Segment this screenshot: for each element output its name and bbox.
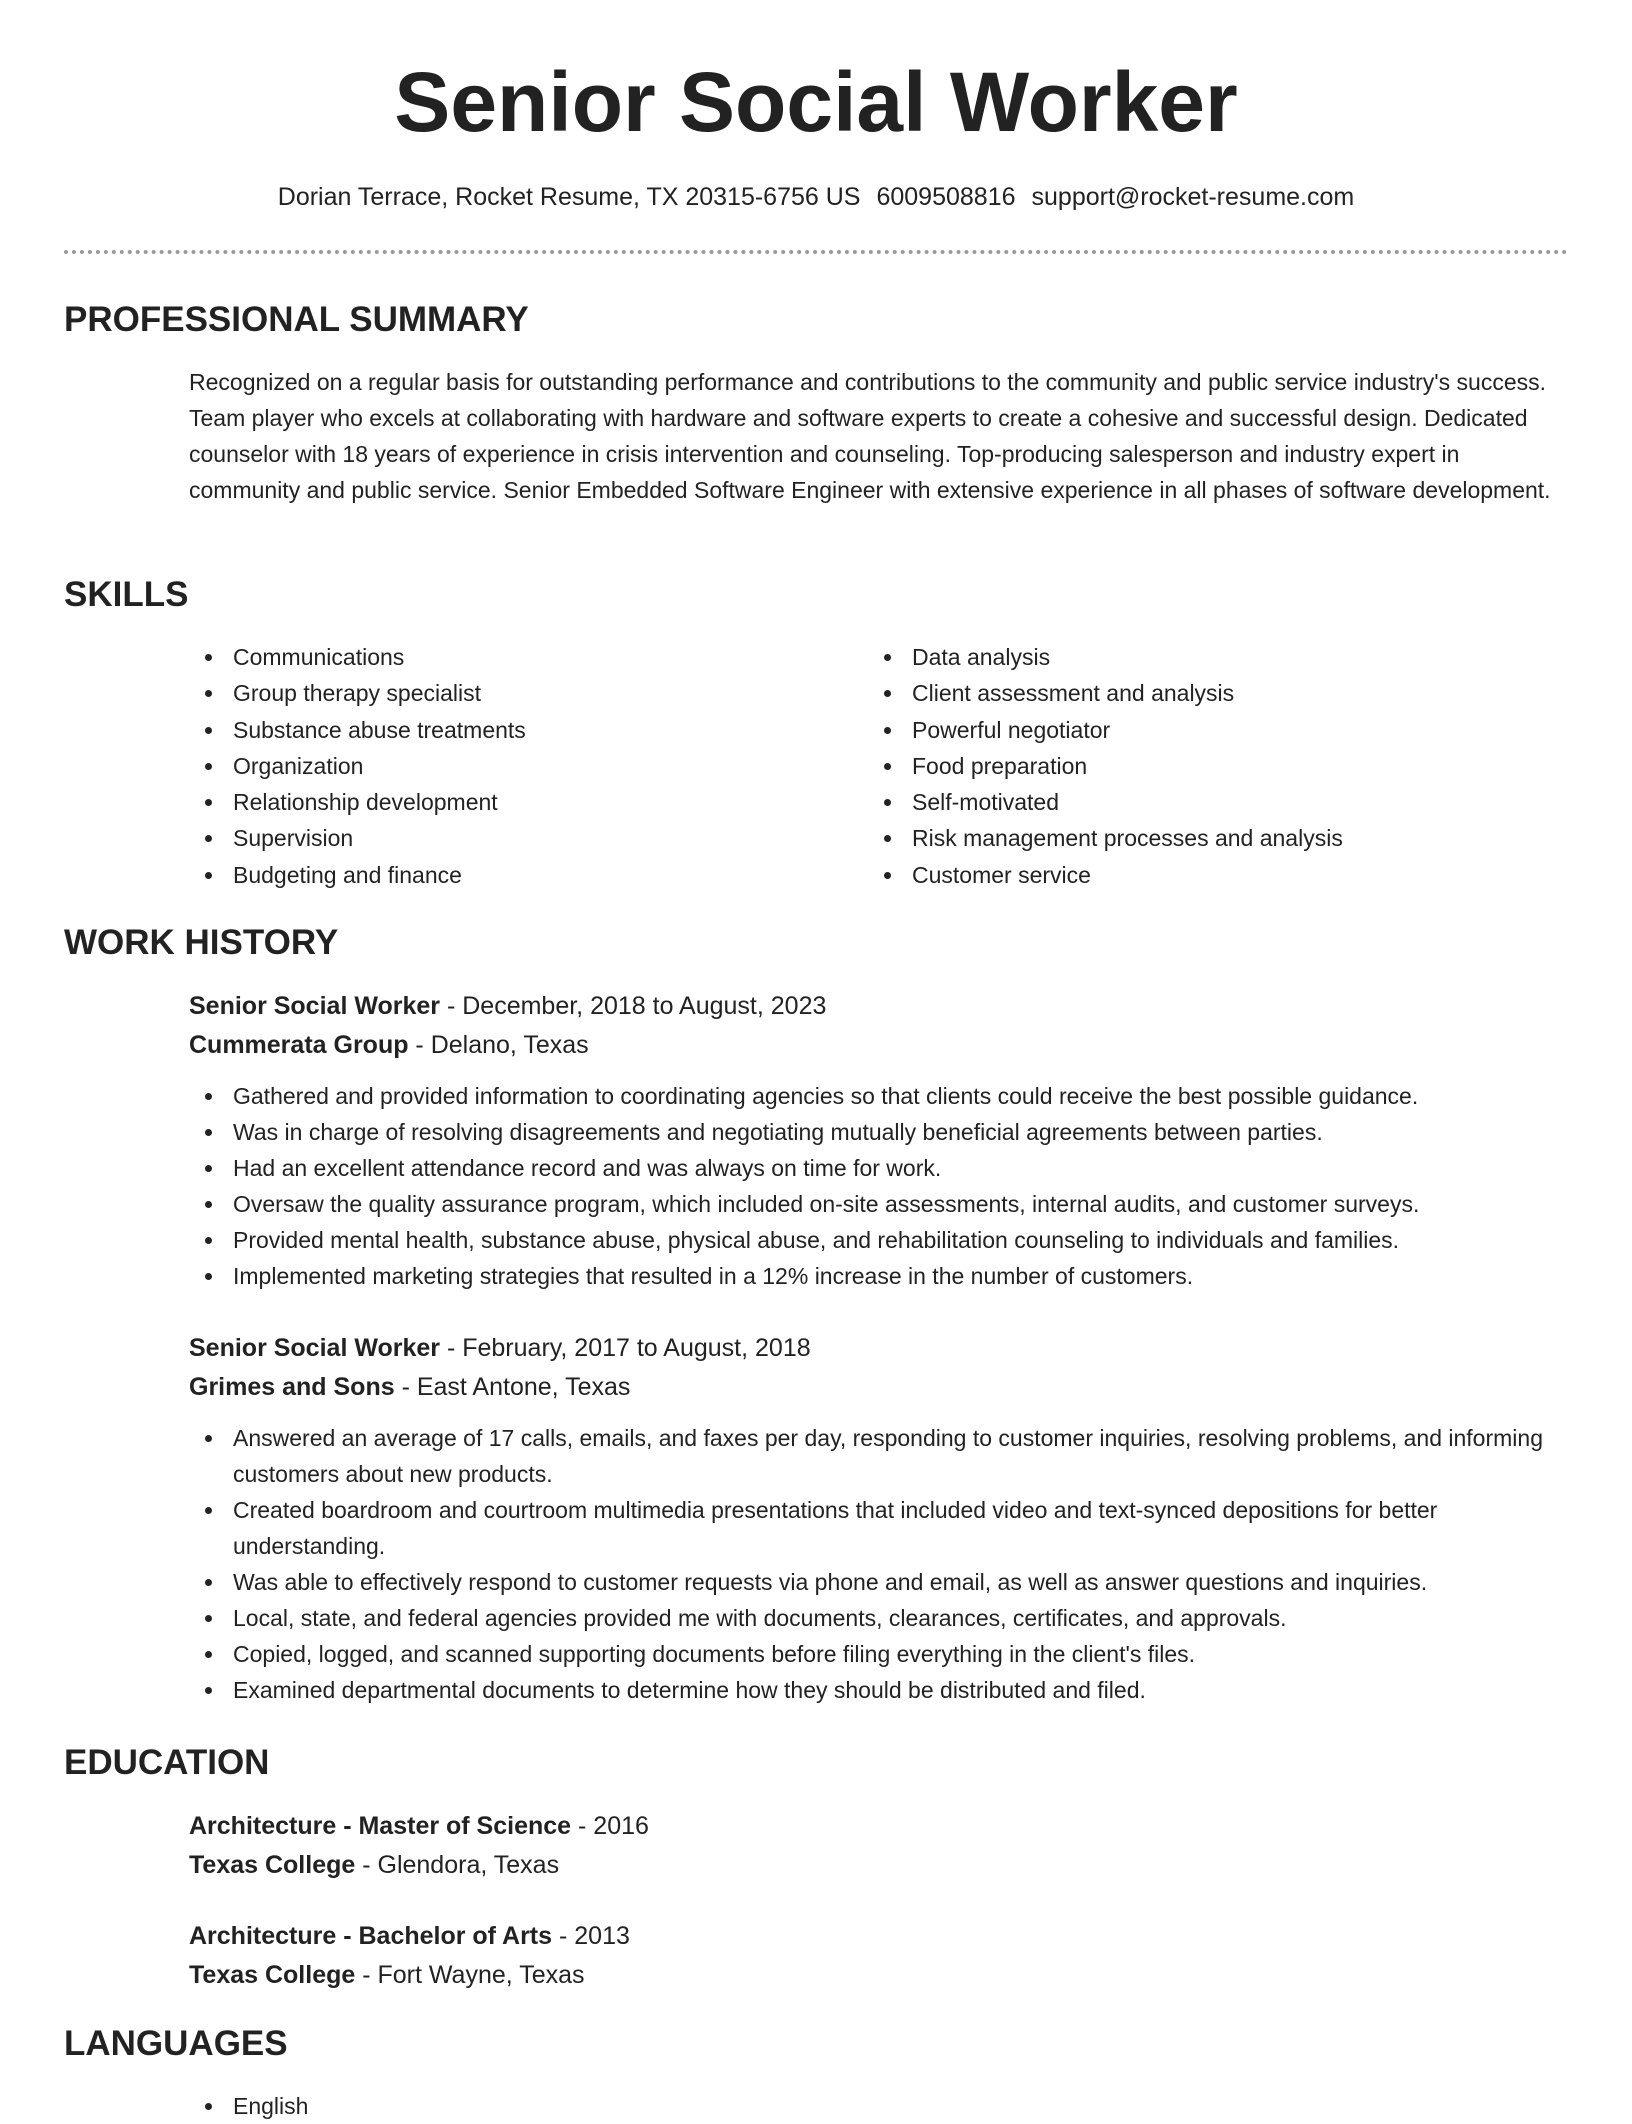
skill-item: Substance abuse treatments — [189, 712, 849, 748]
skill-item: Supervision — [189, 820, 849, 856]
skill-item: Food preparation — [868, 748, 1528, 784]
education-degree: Architecture - Bachelor of Arts — [189, 1922, 553, 1950]
skill-item: Communications — [189, 639, 849, 675]
education-year: - 2013 — [552, 1922, 630, 1950]
education-location: - Glendora, Texas — [355, 1851, 560, 1879]
contact-email: support@rocket-resume.com — [1031, 183, 1355, 211]
education-school: Texas College — [189, 1961, 356, 1989]
job-company-line — [189, 1368, 1569, 1407]
education-degree: Architecture - Master of Science — [189, 1812, 572, 1840]
education-year: - 2016 — [571, 1812, 649, 1840]
education-school-line — [189, 1846, 1569, 1885]
language-item: English — [189, 2088, 1569, 2124]
education-entry — [189, 1807, 1569, 1885]
job-bullets — [189, 1420, 1569, 1708]
job-bullet: Was able to effectively respond to customer requests via phone and email, as well as answer questions and inquiries. — [189, 1564, 1569, 1600]
skill-item: Data analysis — [868, 639, 1528, 675]
skill-item: Risk management processes and analysis — [868, 820, 1528, 856]
skill-item: Powerful negotiator — [868, 712, 1528, 748]
job-bullet: Implemented marketing strategies that resulted in a 12% increase in the number of customers. — [189, 1258, 1569, 1294]
education-entry — [189, 1917, 1569, 1995]
work-history-heading: WORK HISTORY — [64, 923, 339, 962]
skills-column-right — [868, 639, 1528, 893]
contact-line — [64, 180, 1568, 214]
job-dates: - December, 2018 to August, 2023 — [440, 992, 827, 1020]
job-location: - East Antone, Texas — [394, 1373, 631, 1401]
skill-item: Self-motivated — [868, 784, 1528, 820]
summary-block — [189, 364, 1569, 508]
job-bullet: Answered an average of 17 calls, emails, and faxes per day, responding to customer inquiries, resolving problems, and informing customers about new products. — [189, 1420, 1569, 1492]
job-title-line — [189, 987, 1569, 1026]
summary-text: Recognized on a regular basis for outstanding performance and contributions to the community and public service industry's success. Team player who excels at collaborating with hardware and software experts to create a cohesive and successful design. Dedicated counselor with 18 years of experience in crisis intervention and counseling. Top-producing salesperson and industry expert in community and public service. Senior Embedded Software Engineer with extensive experience in all phases of software development. — [189, 369, 1551, 503]
education-school-line — [189, 1956, 1569, 1995]
job-company: Cummerata Group — [189, 1031, 409, 1059]
education-degree-line — [189, 1917, 1569, 1956]
job-bullet: Gathered and provided information to coordinating agencies so that clients could receive the best possible guidance. — [189, 1078, 1569, 1114]
job-location: - Delano, Texas — [408, 1031, 589, 1059]
education-heading: EDUCATION — [64, 1743, 270, 1782]
job-bullet: Was in charge of resolving disagreements and negotiating mutually beneficial agreements between parties. — [189, 1114, 1569, 1150]
languages-block — [189, 2088, 1569, 2124]
skill-item: Organization — [189, 748, 849, 784]
job-bullet: Had an excellent attendance record and was always on time for work. — [189, 1150, 1569, 1186]
job-bullet: Provided mental health, substance abuse, physical abuse, and rehabilitation counseling to individuals and families. — [189, 1222, 1569, 1258]
job-title: Senior Social Worker — [189, 1334, 441, 1362]
languages-heading: LANGUAGES — [64, 2024, 288, 2063]
education-degree-line — [189, 1807, 1569, 1846]
contact-address: Dorian Terrace, Rocket Resume, TX 20315-6756 US — [277, 183, 861, 211]
job-entry — [189, 1329, 1569, 1708]
job-company: Grimes and Sons — [189, 1373, 395, 1401]
skills-column-left — [189, 639, 849, 893]
skill-item: Customer service — [868, 857, 1528, 893]
job-bullets — [189, 1078, 1569, 1294]
job-bullet: Examined departmental documents to determine how they should be distributed and filed. — [189, 1672, 1569, 1708]
skills-heading: SKILLS — [64, 575, 189, 614]
job-title-line — [189, 1329, 1569, 1368]
education-location: - Fort Wayne, Texas — [355, 1961, 585, 1989]
summary-heading: PROFESSIONAL SUMMARY — [64, 300, 529, 339]
header-divider — [64, 250, 1568, 254]
job-bullet: Oversaw the quality assurance program, which included on-site assessments, internal audits, and customer surveys. — [189, 1186, 1569, 1222]
job-bullet: Created boardroom and courtroom multimedia presentations that included video and text-synced depositions for better understanding. — [189, 1492, 1569, 1564]
job-bullet: Copied, logged, and scanned supporting documents before filing everything in the client's files. — [189, 1636, 1569, 1672]
skill-item: Relationship development — [189, 784, 849, 820]
candidate-name: Senior Social Worker — [394, 55, 1238, 149]
skill-item: Budgeting and finance — [189, 857, 849, 893]
job-dates: - February, 2017 to August, 2018 — [440, 1334, 811, 1362]
contact-phone: 6009508816 — [876, 183, 1016, 211]
skill-item: Group therapy specialist — [189, 675, 849, 711]
resume-page — [64, 0, 1568, 2119]
job-title: Senior Social Worker — [189, 992, 441, 1020]
job-company-line — [189, 1026, 1569, 1065]
education-school: Texas College — [189, 1851, 356, 1879]
job-bullet: Local, state, and federal agencies provided me with documents, clearances, certificates, and approvals. — [189, 1600, 1569, 1636]
skill-item: Client assessment and analysis — [868, 675, 1528, 711]
job-entry — [189, 987, 1569, 1294]
